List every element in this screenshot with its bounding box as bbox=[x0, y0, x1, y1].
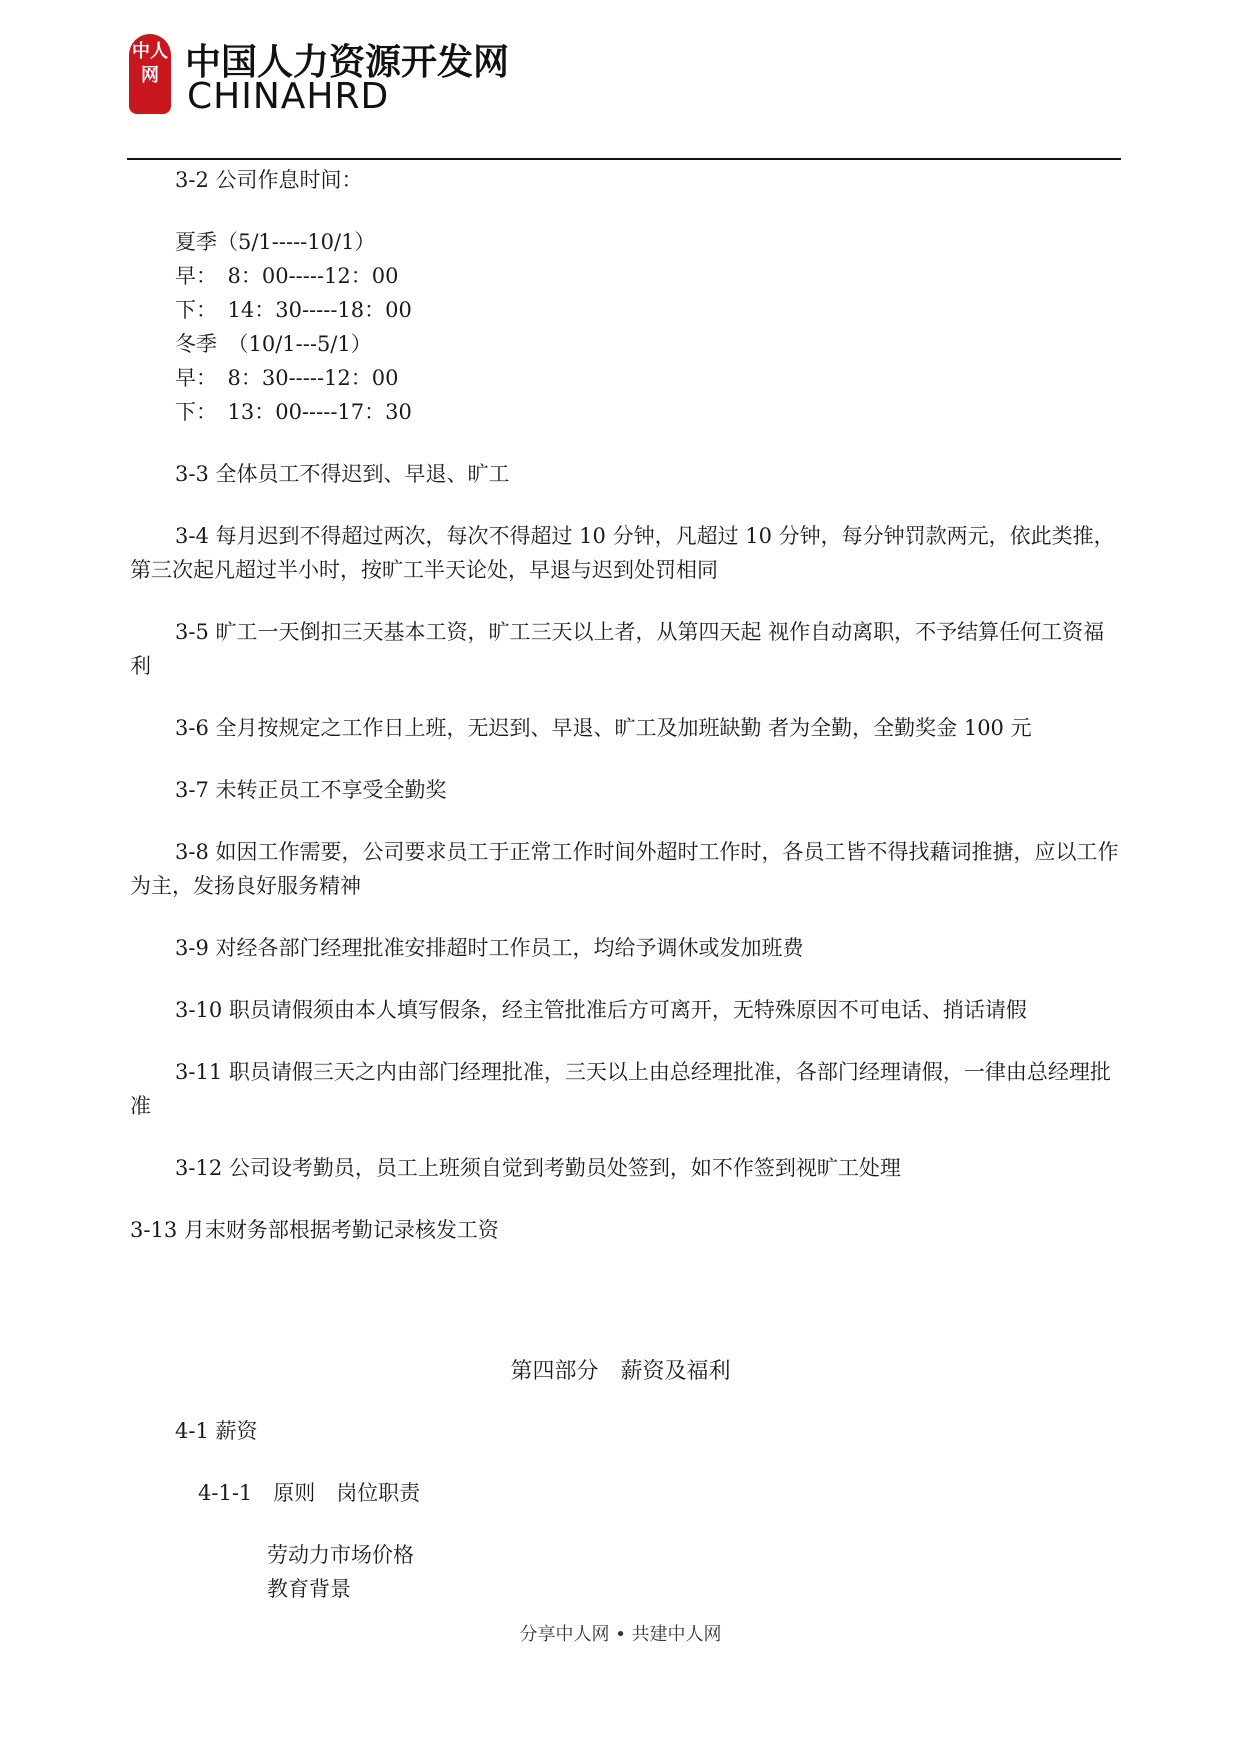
section-4-title: 第四部分 薪资及福利 bbox=[510, 1359, 731, 1384]
winter-schedule-label: 冬季 （10/1---5/1） bbox=[175, 332, 372, 356]
clause-3-11: 3-11 职员请假三天之内由部门经理批准，三天以上由总经理批准，各部门经理请假，一律由总经理批准 bbox=[130, 1060, 1111, 1118]
document-body bbox=[130, 163, 1122, 1247]
summer-afternoon-hours: 下： 14：30-----18：00 bbox=[175, 298, 412, 322]
salary-factor-market-price: 劳动力市场价格 bbox=[267, 1543, 414, 1567]
winter-afternoon-hours: 下： 13：00-----17：30 bbox=[175, 400, 412, 424]
clause-4-1: 4-1 薪资 bbox=[175, 1419, 258, 1443]
clause-3-10: 3-10 职员请假须由本人填写假条，经主管批准后方可离开，无特殊原因不可电话、捎话请假 bbox=[175, 998, 1027, 1022]
clause-3-3: 3-3 全体员工不得迟到、早退、旷工 bbox=[175, 462, 510, 486]
clause-3-13: 3-13 月末财务部根据考勤记录核发工资 bbox=[130, 1218, 499, 1242]
page-footer: 分享中人网 • 共建中人网 bbox=[519, 1624, 722, 1645]
section-4-body bbox=[130, 1414, 420, 1606]
salary-factor-education: 教育背景 bbox=[267, 1577, 351, 1601]
clause-3-7: 3-7 未转正员工不享受全勤奖 bbox=[175, 778, 447, 802]
summer-schedule-label: 夏季（5/1-----10/1） bbox=[175, 230, 376, 254]
clause-3-8: 3-8 如因工作需要，公司要求员工于正常工作时间外超时工作时，各员工皆不得找藉词推搪，应以工作为主，发扬良好服务精神 bbox=[130, 840, 1119, 898]
logo-chinese-name: 中国人力资源开发网 bbox=[185, 42, 510, 83]
header-divider bbox=[127, 158, 1121, 160]
summer-morning-hours: 早： 8：00-----12：00 bbox=[175, 264, 399, 288]
clause-3-4: 3-4 每月迟到不得超过两次，每次不得超过 10 分钟，凡超过 10 分钟，每分钟罚款两元，依此类推，第三次起凡超过半小时，按旷工半天论处，早退与迟到处罚相同 bbox=[130, 524, 1115, 582]
logo-seal: 中人网 bbox=[129, 34, 171, 114]
winter-morning-hours: 早： 8：30-----12：00 bbox=[175, 366, 399, 390]
clause-4-1-1: 4-1-1 原则 岗位职责 bbox=[198, 1481, 421, 1505]
clause-3-5: 3-5 旷工一天倒扣三天基本工资，旷工三天以上者，从第四天起 视作自动离职，不予结算任何工资福利 bbox=[130, 620, 1105, 678]
clause-3-6: 3-6 全月按规定之工作日上班，无迟到、早退、旷工及加班缺勤 者为全勤，全勤奖金 100 元 bbox=[175, 716, 1032, 740]
clause-3-12: 3-12 公司设考勤员，员工上班须自觉到考勤员处签到，如不作签到视旷工处理 bbox=[175, 1156, 901, 1180]
header-logo bbox=[129, 34, 629, 118]
clause-3-2: 3-2 公司作息时间： bbox=[175, 168, 363, 192]
clause-3-9: 3-9 对经各部门经理批准安排超时工作员工，均给予调休或发加班费 bbox=[175, 936, 804, 960]
logo-english-name: CHINAHRD bbox=[187, 76, 390, 117]
